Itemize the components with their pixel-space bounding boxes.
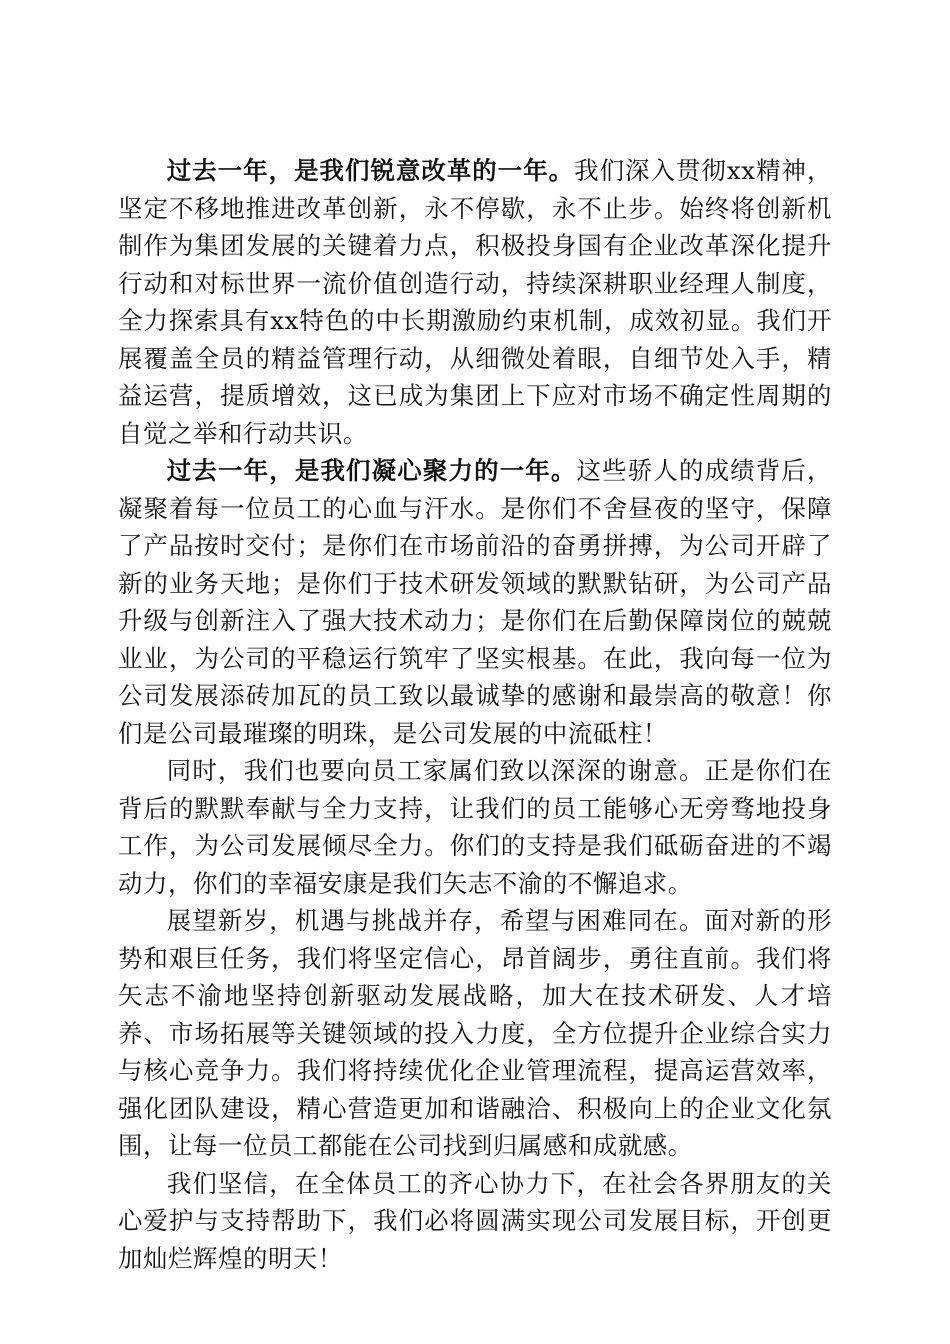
paragraph-lead: 过去一年，是我们锐意改革的一年。 (166, 156, 575, 185)
paragraph-closing (118, 1165, 832, 1278)
paragraph-body: 我们深入贯彻xx精神，坚定不移地推进改革创新，永不停歇，永不止步。始终将创新机制作为集团发展的关键着力点，积极投身国有企业改革深化提升行动和对标世界一流价值创造行动，持续深耕职业经理人制度，全力探索具有xx特色的中长期激励约束机制，成效初显。我们开展覆盖全员的精益管理行动，从细微处着眼，自细节处入手，精益运营，提质增效，这已成为集团上下应对市场不确定性周期的自觉之举和行动共识。 (118, 156, 832, 448)
paragraph-family-thanks (118, 752, 832, 902)
paragraph-lead: 过去一年，是我们凝心聚力的一年。 (166, 456, 577, 485)
paragraph-reform (118, 152, 832, 452)
paragraph-body: 我们坚信，在全体员工的齐心协力下，在社会各界朋友的关心爱护与支持帮助下，我们必将圆满实现公司发展目标，开创更加灿烂辉煌的明天！ (118, 1168, 832, 1273)
document-page (118, 152, 832, 1277)
paragraph-body: 展望新岁，机遇与挑战并存，希望与困难同在。面对新的形势和艰巨任务，我们将坚定信心，昂首阔步，勇往直前。我们将矢志不渝地坚持创新驱动发展战略，加大在技术研发、人才培养、市场拓展等关键领域的投入力度，全方位提升企业综合实力与核心竞争力。我们将持续优化企业管理流程，提高运营效率，强化团队建设，精心营造更加和谐融洽、积极向上的企业文化氛围，让每一位员工都能在公司找到归属感和成就感。 (118, 906, 832, 1160)
paragraph-body: 这些骄人的成绩背后，凝聚着每一位员工的心血与汗水。是你们不舍昼夜的坚守，保障了产品按时交付；是你们在市场前沿的奋勇拼搏，为公司开辟了新的业务天地；是你们于技术研发领域的默默钻研，为公司产品升级与创新注入了强大技术动力；是你们在后勤保障岗位的兢兢业业，为公司的平稳运行筑牢了坚实根基。在此，我向每一位为公司发展添砖加瓦的员工致以最诚挚的感谢和最崇高的敬意！你们是公司最璀璨的明珠，是公司发展的中流砥柱！ (118, 456, 832, 748)
paragraph-outlook (118, 902, 832, 1165)
paragraph-body: 同时，我们也要向员工家属们致以深深的谢意。正是你们在背后的默默奉献与全力支持，让我们的员工能够心无旁骛地投身工作，为公司发展倾尽全力。你们的支持是我们砥砺奋进的不竭动力，你们的幸福安康是我们矢志不渝的不懈追求。 (118, 756, 832, 898)
paragraph-unity (118, 452, 832, 752)
